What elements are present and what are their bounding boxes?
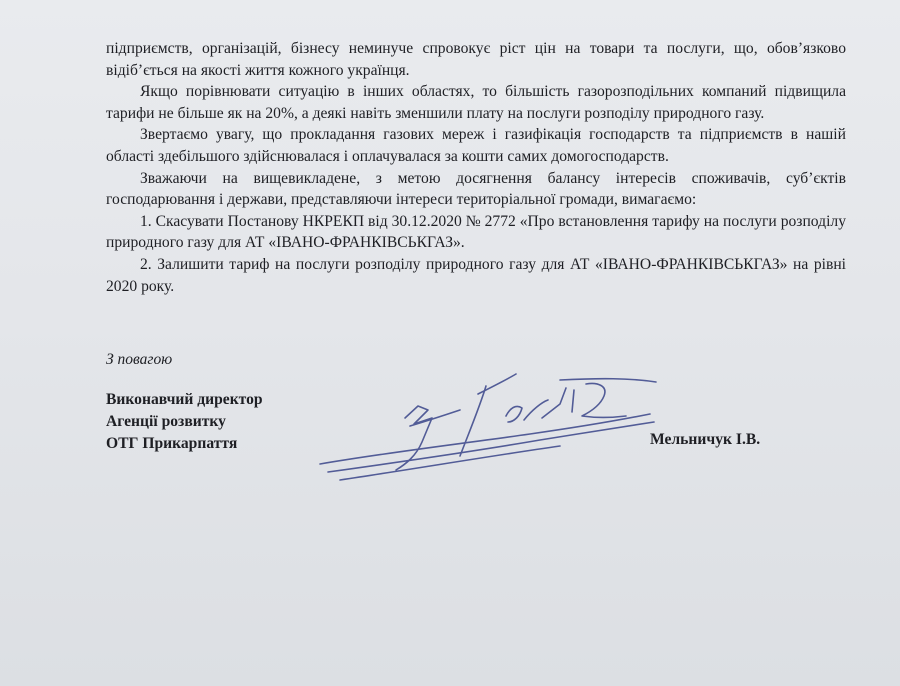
position-line-1: Виконавчий директор [106,391,263,408]
signatory-position [106,389,263,455]
paragraph-4: Зважаючи на вищевикладене, з метою досягнення балансу інтересів споживачів, суб’єктів господарювання і держави, представляючи інтереси територіальної громади, вимагаємо: [106,169,846,209]
position-line-3: ОТГ Прикарпаття [106,435,238,452]
demand-item-2: 2. Залишити тариф на послуги розподілу природного газу для АТ «ІВАНО-ФРАНКІВСЬКГАЗ» на рівні 2020 року. [106,255,846,295]
handwritten-signature [310,360,670,500]
letter-body [106,38,846,297]
paragraph-1: підприємств, організацій, бізнесу неминуче спровокує ріст цін на товари та послуги, що, обов’язково відіб’ється на якості життя кожного українця. [106,40,846,79]
paragraph-2: Якщо порівнювати ситуацію в інших областях, то більшість газорозподільних компаний підвищила тарифи не більше як на 20%, а деякі навіть зменшили плату на послуги розподілу природного газу. [106,83,846,122]
closing-regards: З повагою [106,351,173,368]
position-line-2: Агенції розвитку [106,413,226,430]
paragraph-3: Звертаємо увагу, що прокладання газових мереж і газифікація господарств та підприємств в нашій області здебільшого здійснювалася і оплачувалася за кошти самих домогосподарств. [106,126,846,165]
signer-name: Мельничук І.В. [650,431,761,448]
demand-item-1: 1. Скасувати Постанову НКРЕКП від 30.12.2020 № 2772 «Про встановлення тарифу на послуги розподілу природного газу для АТ «ІВАНО-ФРАНКІВСЬКГАЗ». [106,212,846,252]
